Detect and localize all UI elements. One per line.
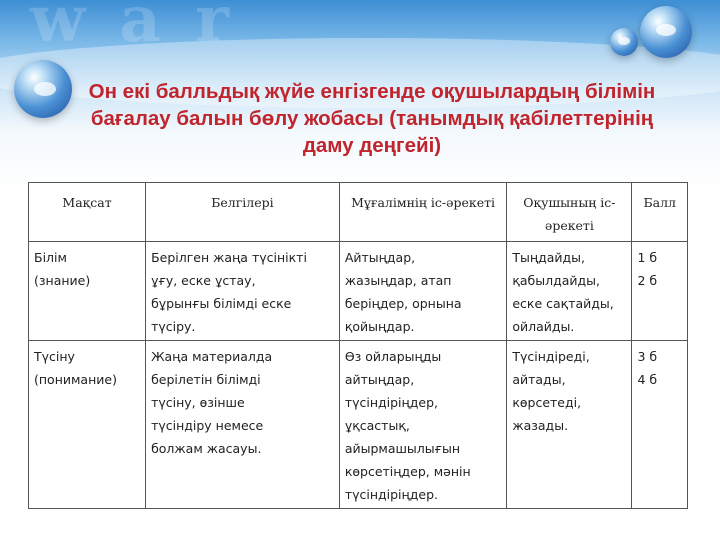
assessment-table	[28, 182, 688, 509]
cell-goal: Түсіну (понимание)	[29, 341, 146, 509]
cell-student-action: Тыңдайды, қабылдайды, еске сақтайды, ойлайды.	[507, 242, 632, 341]
cell-teacher-action: Өз ойларыңды айтыңдар, түсіндіріңдер, ұқсастық, айырмашылығын көрсетіңдер, мәнін түсіндіріңдер.	[339, 341, 507, 509]
cell-signs: Жаңа материалда берілетін білімді түсіну, өзінше түсіндіру немесе болжам жасауы.	[146, 341, 340, 509]
decorative-orb-right-large	[640, 6, 692, 58]
table-row	[29, 242, 688, 341]
cell-signs: Берілген жаңа түсінікті ұғу, еске ұстау, бұрынғы білімді еске түсіру.	[146, 242, 340, 341]
header-watermark-text: w a r	[30, 0, 235, 57]
table-row	[29, 341, 688, 509]
header-teacher-action: Мұғалімнің іс-әрекеті	[339, 183, 507, 242]
cell-teacher-action: Айтыңдар, жазыңдар, атап беріңдер, орнына қойыңдар.	[339, 242, 507, 341]
cell-goal: Білім (знание)	[29, 242, 146, 341]
cell-score: 1 б 2 б	[632, 242, 688, 341]
decorative-orb-left	[14, 60, 72, 118]
header-score: Балл	[632, 183, 688, 242]
cell-student-action: Түсіндіреді, айтады, көрсетеді, жазады.	[507, 341, 632, 509]
table-header-row	[29, 183, 688, 242]
decorative-orb-right-small	[610, 28, 638, 56]
cell-score: 3 б 4 б	[632, 341, 688, 509]
header-student-action: Оқушының іс-әрекеті	[507, 183, 632, 242]
header-signs: Белгілері	[146, 183, 340, 242]
slide-title: Он екі балльдық жүйе енгізгенде оқушылардың білімін бағалау балын бөлу жобасы (танымдық қабілеттерінің даму деңгейі)	[88, 80, 656, 157]
header-goal: Мақсат	[29, 183, 146, 242]
